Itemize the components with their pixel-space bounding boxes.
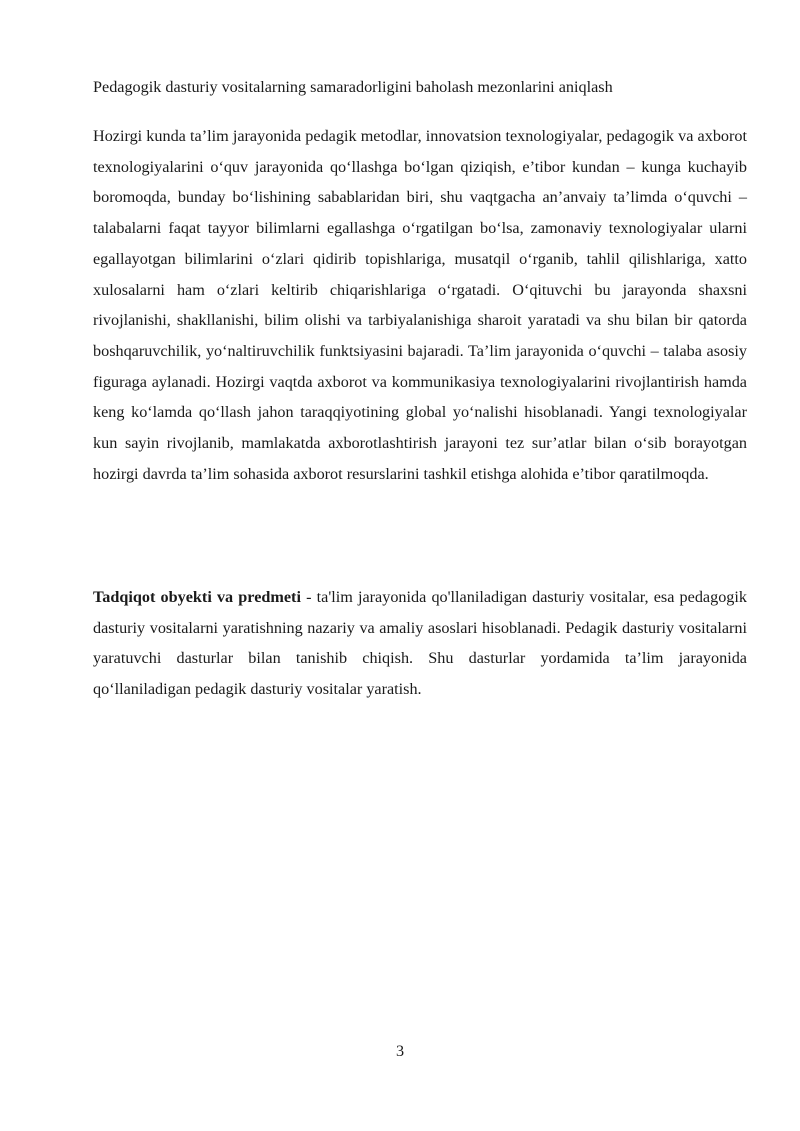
- research-object-heading: Tadqiqot obyekti va predmeti: [93, 588, 301, 606]
- document-title: Pedagogik dasturiy vositalarning samaradorligini baholash mezonlarini aniqlash: [93, 78, 613, 96]
- page-number: 3: [395, 1042, 405, 1060]
- paragraph-intro: Hozirgi kunda ta’lim jarayonida pedagik metodlar, innovatsion texnologiyalar, pedagogik va axborot texnologiyalarini o‘quv jarayonida qo‘llashga bo‘lgan qiziqish, e’tibor kundan – kunga kuchayib boromoqda, bunday bo‘lishining sabablaridan biri, shu vaqtgacha an’anvaiy ta’limda o‘quvchi – talabalarni faqat tayyor bilimlarni egallashga o‘rgatilgan bo‘lsa, zamonaviy texnologiyalar ularni egallayotgan bilimlarini o‘zlari qidirib topishlariga, musatqil o‘rganib, tahlil qilishlariga, xatto xulosalarni ham o‘zlari keltirib chiqarishlariga o‘rgatadi. O‘qituvchi bu jarayonda shaxsni rivojlanishi, shakllanishi, bilim olishi va tarbiyalanishiga sharoit yaratadi va shu bilan bir qatorda boshqaruvchilik, yo‘naltiruvchilik funktsiyasini bajaradi. Ta’lim jarayonida o‘quvchi – talaba asosiy figuraga aylanadi. Hozirgi vaqtda axborot va kommunikasiya texnologiyalarini rivojlantirish hamda keng ko‘lamda qo‘llash jahon taraqqiyotining global yo‘nalishi hisoblanadi. Yangi texnologiyalar kun sayin rivojlanib, mamlakatda axborotlashtirish jarayoni tez sur’atlar bilan o‘sib borayotgan hozirgi davrda ta’lim sohasida axborot resurslarini tashkil etishga alohida e’tibor qaratilmoqda.: [93, 127, 747, 483]
- research-object-text: - ta'lim jarayonida qo'llaniladigan dasturiy vositalar, esa pedagogik dasturiy vositalarni yaratishning nazariy va amaliy asoslari hisoblanadi. Pedagik dasturiy vositalarni yaratuvchi dasturlar bilan tanishib chiqish. Shu dasturlar yordamida ta’lim jarayonida qo‘llaniladigan pedagik dasturiy vositalar yaratish.: [93, 588, 747, 699]
- paragraph-research-object: [93, 582, 747, 705]
